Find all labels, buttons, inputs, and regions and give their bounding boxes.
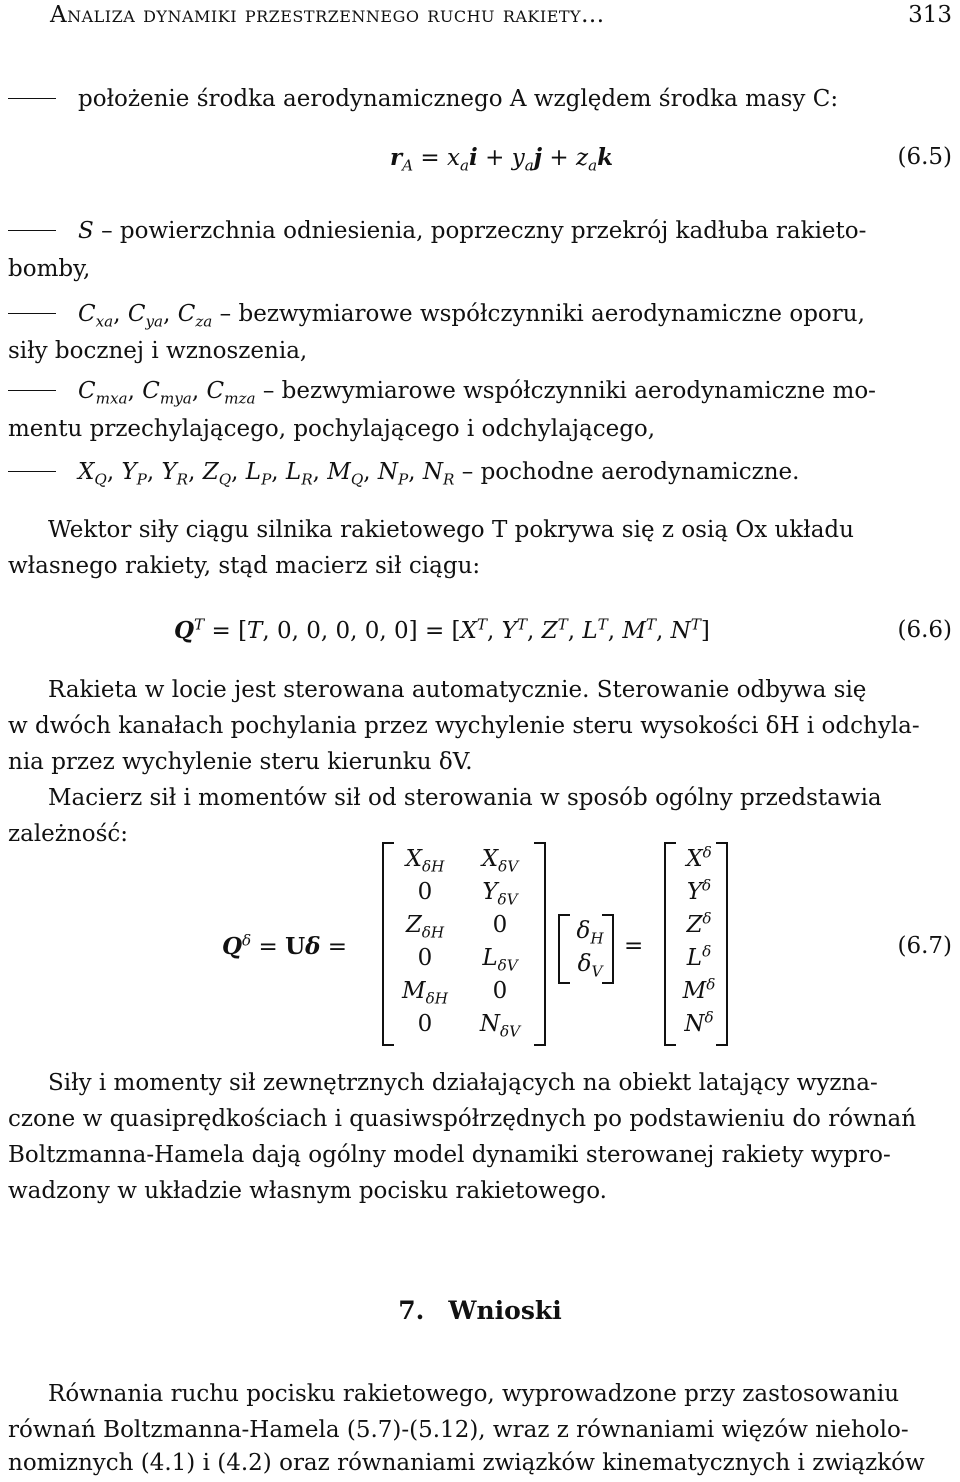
paragraph-model-2	[8, 1102, 952, 1137]
right-bracket	[534, 842, 546, 1046]
paragraph-thrust-2	[8, 549, 952, 584]
list-item-aero-derivatives	[8, 455, 952, 490]
matrix-cell: 0	[492, 978, 508, 1004]
matrix-cell: $Y_{\delta V}$	[482, 879, 518, 909]
paragraph-conclusions-2	[8, 1413, 952, 1448]
item-dash	[8, 313, 56, 314]
item-dash	[8, 230, 56, 231]
item-dash	[8, 471, 56, 472]
paragraph-line: równań Boltzmanna-Hamela (5.7)-(5.12), wraz z równaniami więzów nieholo-	[8, 1417, 909, 1443]
item-text: siły bocznej i wznoszenia,	[8, 338, 308, 364]
paragraph-line: zależność:	[8, 821, 129, 847]
symbols: $C_{mxa}$, $C_{mya}$, $C_{mza}$ –	[78, 378, 282, 408]
item-dash	[8, 98, 56, 99]
section-heading	[0, 1293, 960, 1328]
symbol-s: S	[78, 218, 94, 244]
paragraph-conclusions	[8, 1377, 952, 1412]
equation-number: (6.5)	[897, 144, 952, 170]
paragraph-steering-2	[8, 709, 952, 744]
matrix-cell: $N^\delta$	[684, 1008, 714, 1037]
matrix-cell: 0	[417, 879, 433, 905]
paragraph-line: nomiznych (4.1) i (4.2) oraz równaniami związków kinematycznych i związków	[8, 1450, 925, 1476]
equation-body: $Q^T = [T$, 0, 0, 0, 0, $0] = [X^T$, $Y^T$, $Z^T$, $L^T$, $M^T$, $N^T$]	[174, 615, 710, 644]
equation-body: $r_A = x_ai + y_aj + z_ak$	[390, 144, 614, 175]
paragraph-thrust	[8, 513, 952, 548]
matrix-cell: $L_{\delta V}$	[482, 945, 518, 975]
section-number: 7.	[398, 1296, 425, 1325]
paragraph-line: Macierz sił i momentów sił od sterowania w sposób ogólny przedstawia	[48, 785, 882, 811]
paragraph-control-matrix	[8, 781, 952, 816]
matrix-cell: $X^\delta$	[686, 843, 712, 872]
control-matrix	[394, 842, 534, 1042]
paragraph-steering	[8, 673, 952, 708]
paragraph-line: Siły i momenty sił zewnętrznych działających na obiekt latający wyzna-	[48, 1070, 878, 1096]
equation-6-5	[8, 140, 952, 180]
item-text: bezwymiarowe współczynniki aerodynamiczne oporu,	[238, 301, 865, 327]
matrix-cell: $M^\delta$	[682, 975, 716, 1004]
equation-6-7	[0, 836, 952, 1056]
matrix-cell: $M_{\delta H}$	[402, 978, 448, 1008]
list-item-force-coefficients	[8, 297, 952, 332]
equation-6-6	[8, 613, 952, 653]
left-bracket	[382, 842, 394, 1046]
list-item-aero-center	[8, 82, 952, 117]
list-item-continuation	[8, 252, 952, 287]
header-title: Analiza dynamiki przestrzennego ruchu rakiety...	[50, 2, 605, 28]
matrix-cell: $Y^\delta$	[686, 876, 712, 905]
running-header	[50, 0, 952, 30]
matrix-cell: $N_{\delta V}$	[479, 1011, 521, 1041]
right-bracket	[602, 914, 614, 984]
paragraph-model-3	[8, 1138, 952, 1173]
matrix-cell: $\delta_V$	[577, 951, 603, 981]
equation-lhs: $Q^\delta = U\delta$ =	[222, 931, 348, 960]
equation-number: (6.6)	[897, 617, 952, 643]
equals-sign: =	[624, 933, 644, 959]
paragraph-conclusions-3	[8, 1446, 952, 1481]
matrix-cell: $Z^\delta$	[686, 909, 712, 938]
item-text: położenie środka aerodynamicznego A względem środka masy C:	[78, 86, 839, 112]
paragraph-line: wadzony w układzie własnym pocisku rakietowego.	[8, 1178, 607, 1204]
paragraph-line: własnego rakiety, stąd macierz sił ciągu:	[8, 553, 481, 579]
matrix-cell: $\delta_H$	[576, 918, 604, 948]
paragraph-line: w dwóch kanałach pochylania przez wychylenie steru wysokości δH i odchyla-	[8, 713, 920, 739]
list-item-continuation	[8, 412, 952, 447]
paragraph-line: Rakieta w locie jest sterowana automatycznie. Sterowanie odbywa się	[48, 677, 867, 703]
paragraph-steering-3	[8, 745, 952, 780]
matrix-cell: $X_{\delta V}$	[481, 846, 519, 876]
symbols: $C_{xa}$, $C_{ya}$, $C_{za}$ –	[78, 301, 239, 331]
item-dash	[8, 390, 56, 391]
paragraph-model-4	[8, 1174, 952, 1209]
matrix-cell: 0	[417, 945, 433, 971]
right-bracket	[716, 842, 728, 1046]
item-text: pochodne aerodynamiczne.	[480, 459, 800, 485]
item-text: bezwymiarowe współczynniki aerodynamiczne mo-	[281, 378, 876, 404]
symbols: $X_Q$, $Y_P$, $Y_R$, $Z_Q$, $L_P$, $L_R$, $M_Q$, $N_P$, $N_R$ –	[78, 459, 481, 489]
paragraph-line: Równania ruchu pocisku rakietowego, wyprowadzone przy zastosowaniu	[48, 1381, 900, 1407]
item-text: mentu przechylającego, pochylającego i odchylającego,	[8, 416, 656, 442]
matrix-cell: $Z_{\delta H}$	[405, 912, 445, 942]
list-item-continuation	[8, 334, 952, 369]
matrix-cell: 0	[492, 912, 508, 938]
paragraph-model	[8, 1066, 952, 1101]
matrix-cell: $X_{\delta H}$	[405, 846, 445, 876]
paragraph-line: nia przez wychylenie steru kierunku δV.	[8, 749, 473, 775]
list-item-moment-coefficients	[8, 374, 952, 409]
section-title: Wnioski	[448, 1296, 562, 1325]
matrix-cell: 0	[417, 1011, 433, 1037]
paragraph-line: Wektor siły ciągu silnika rakietowego T pokrywa się z osią Ox układu	[48, 517, 854, 543]
paragraph-line: Boltzmanna-Hamela dają ogólny model dynamiki sterowanej rakiety wypro-	[8, 1142, 891, 1168]
item-text: – powierzchnia odniesienia, poprzeczny przekrój kadłuba rakieto-	[101, 218, 867, 244]
page-number: 313	[908, 2, 952, 28]
matrix-cell: $L^\delta$	[686, 942, 712, 971]
equation-number: (6.7)	[897, 933, 952, 959]
paragraph-line: czone w quasiprędkościach i quasiwspółrzędnych po podstawieniu do równań	[8, 1106, 917, 1132]
list-item-reference-area	[8, 214, 952, 249]
item-text: bomby,	[8, 256, 91, 282]
